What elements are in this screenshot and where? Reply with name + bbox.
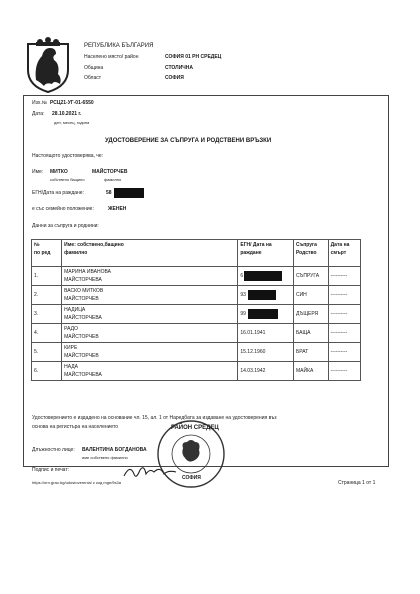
row-no: 6. xyxy=(32,362,62,381)
row-no: 5. xyxy=(32,343,62,362)
table-row xyxy=(32,305,361,324)
redaction-bar xyxy=(248,290,276,300)
redaction-bar xyxy=(244,271,282,281)
stamp-top-text: РАЙОН СРЕДЕЦ xyxy=(171,425,219,431)
row-name: КИРЕ МАЙСТОРЧЕВ xyxy=(62,343,238,362)
relatives-label: Данни за съпруга и роднини: xyxy=(32,223,99,229)
row-egn: 15.12.1960 xyxy=(238,343,294,362)
row-relation: МАЙКА xyxy=(293,362,328,381)
row-death: ---------- xyxy=(328,267,360,286)
table-row xyxy=(32,267,361,286)
official-label: Длъжностно лице: xyxy=(32,447,75,453)
row-name: ВАСКО МИТКОВ МАЙСТОРЧЕВ xyxy=(62,286,238,305)
header-death: Дата на смърт xyxy=(328,240,360,267)
table-row xyxy=(32,343,361,362)
row-death: ---------- xyxy=(328,362,360,381)
table-header-row xyxy=(32,240,361,267)
row-no: 3. xyxy=(32,305,62,324)
row-egn: 16.01.1941 xyxy=(238,324,294,343)
verification-url: https://nrn.grao.bg/udostoverenia/ с код mge/9s3a xyxy=(32,480,121,485)
row-relation: СИН xyxy=(293,286,328,305)
page-number: Страница 1 от 1 xyxy=(338,480,376,486)
row-death: ---------- xyxy=(328,324,360,343)
egn-value: 58 xyxy=(106,190,112,196)
place-value: СОФИЯ 01 РН СРЕДЕЦ xyxy=(165,54,222,60)
row-death: ---------- xyxy=(328,343,360,362)
row-death: ---------- xyxy=(328,305,360,324)
official-stamp xyxy=(155,418,227,490)
marital-label: е със семейно положение: xyxy=(32,206,94,212)
row-relation: СЪПРУГА xyxy=(293,267,328,286)
header-name: Име: собствено,бащино фамилно xyxy=(62,240,238,267)
basis-line-2: основа на регистъра на населението xyxy=(32,424,119,430)
relatives-table xyxy=(31,239,361,381)
official-name: ВАЛЕНТИНА БОГДАНОВА xyxy=(82,447,147,453)
ref-value: РСЦ21-УГ-01-6550 xyxy=(50,100,94,106)
table-row xyxy=(32,362,361,381)
place-label: Населено място/ район xyxy=(84,54,139,60)
row-no: 1. xyxy=(32,267,62,286)
header-no: № по ред xyxy=(32,240,62,267)
region-label: Област xyxy=(84,75,102,81)
row-name: НАДА МАЙСТОРЧЕВА xyxy=(62,362,238,381)
row-no: 4. xyxy=(32,324,62,343)
sign-label: Подпис и печат: xyxy=(32,467,70,473)
row-egn: 6 xyxy=(238,267,294,286)
row-name: МАРИНА ИВАНОВА МАЙСТОРЧЕВА xyxy=(62,267,238,286)
redaction-bar xyxy=(248,309,278,319)
date-hint: ден, месец, година xyxy=(54,120,90,125)
header-egn: ЕГН/ Дата на раждане xyxy=(238,240,294,267)
country-heading: РЕПУБЛИКА БЪЛГАРИЯ xyxy=(84,43,154,49)
municipality-label: Община xyxy=(84,65,104,71)
row-name: НАДИЦА МАЙСТОРЧЕВА xyxy=(62,305,238,324)
last-name: МАЙСТОРЧЕВ xyxy=(92,169,128,175)
certifies-text: Настоящото удостоверява, че: xyxy=(32,153,104,159)
row-relation: БРАТ xyxy=(293,343,328,362)
row-egn: 14.03.1942 xyxy=(238,362,294,381)
first-name: МИТКО xyxy=(50,169,68,175)
table-row xyxy=(32,286,361,305)
marital-value: ЖЕНЕН xyxy=(108,206,127,212)
name-label: Име: xyxy=(32,169,44,175)
redaction-bar xyxy=(114,188,144,198)
region-value: СОФИЯ xyxy=(165,75,184,81)
date-value: 28.10.2021 г. xyxy=(52,111,82,117)
official-hint: име собствено фамилно xyxy=(82,455,128,460)
row-no: 2. xyxy=(32,286,62,305)
name-hint-personal: собствено бащино xyxy=(50,177,85,182)
row-relation: БАЩА xyxy=(293,324,328,343)
document-title: УДОСТОВЕРЕНИЕ ЗА СЪПРУГА И РОДСТВЕНИ ВРЪЗКИ xyxy=(105,138,272,144)
municipality-value: СТОЛИЧНА xyxy=(165,65,194,71)
row-relation: ДЪЩЕРЯ xyxy=(293,305,328,324)
name-hint-family: фамилно xyxy=(104,177,122,182)
row-egn: 93 xyxy=(238,286,294,305)
header-relation: Съпруга Родство xyxy=(293,240,328,267)
stamp-bottom-text: СОФИЯ xyxy=(182,475,201,481)
ref-label: Изх.№ xyxy=(32,100,48,106)
row-egn: 99 xyxy=(238,305,294,324)
basis-line-1: Удостоверението е издадено на основание чл. 15, ал. 1 от Наредбата за издаване на удостоверения въз xyxy=(32,415,277,421)
egn-label: ЕГН/Дата на раждане: xyxy=(32,190,84,196)
coat-of-arms-logo xyxy=(22,34,74,94)
table-row xyxy=(32,324,361,343)
row-death: ---------- xyxy=(328,286,360,305)
row-name: РАДО МАЙСТОРЧЕВ xyxy=(62,324,238,343)
date-label: Дата: xyxy=(32,111,45,117)
